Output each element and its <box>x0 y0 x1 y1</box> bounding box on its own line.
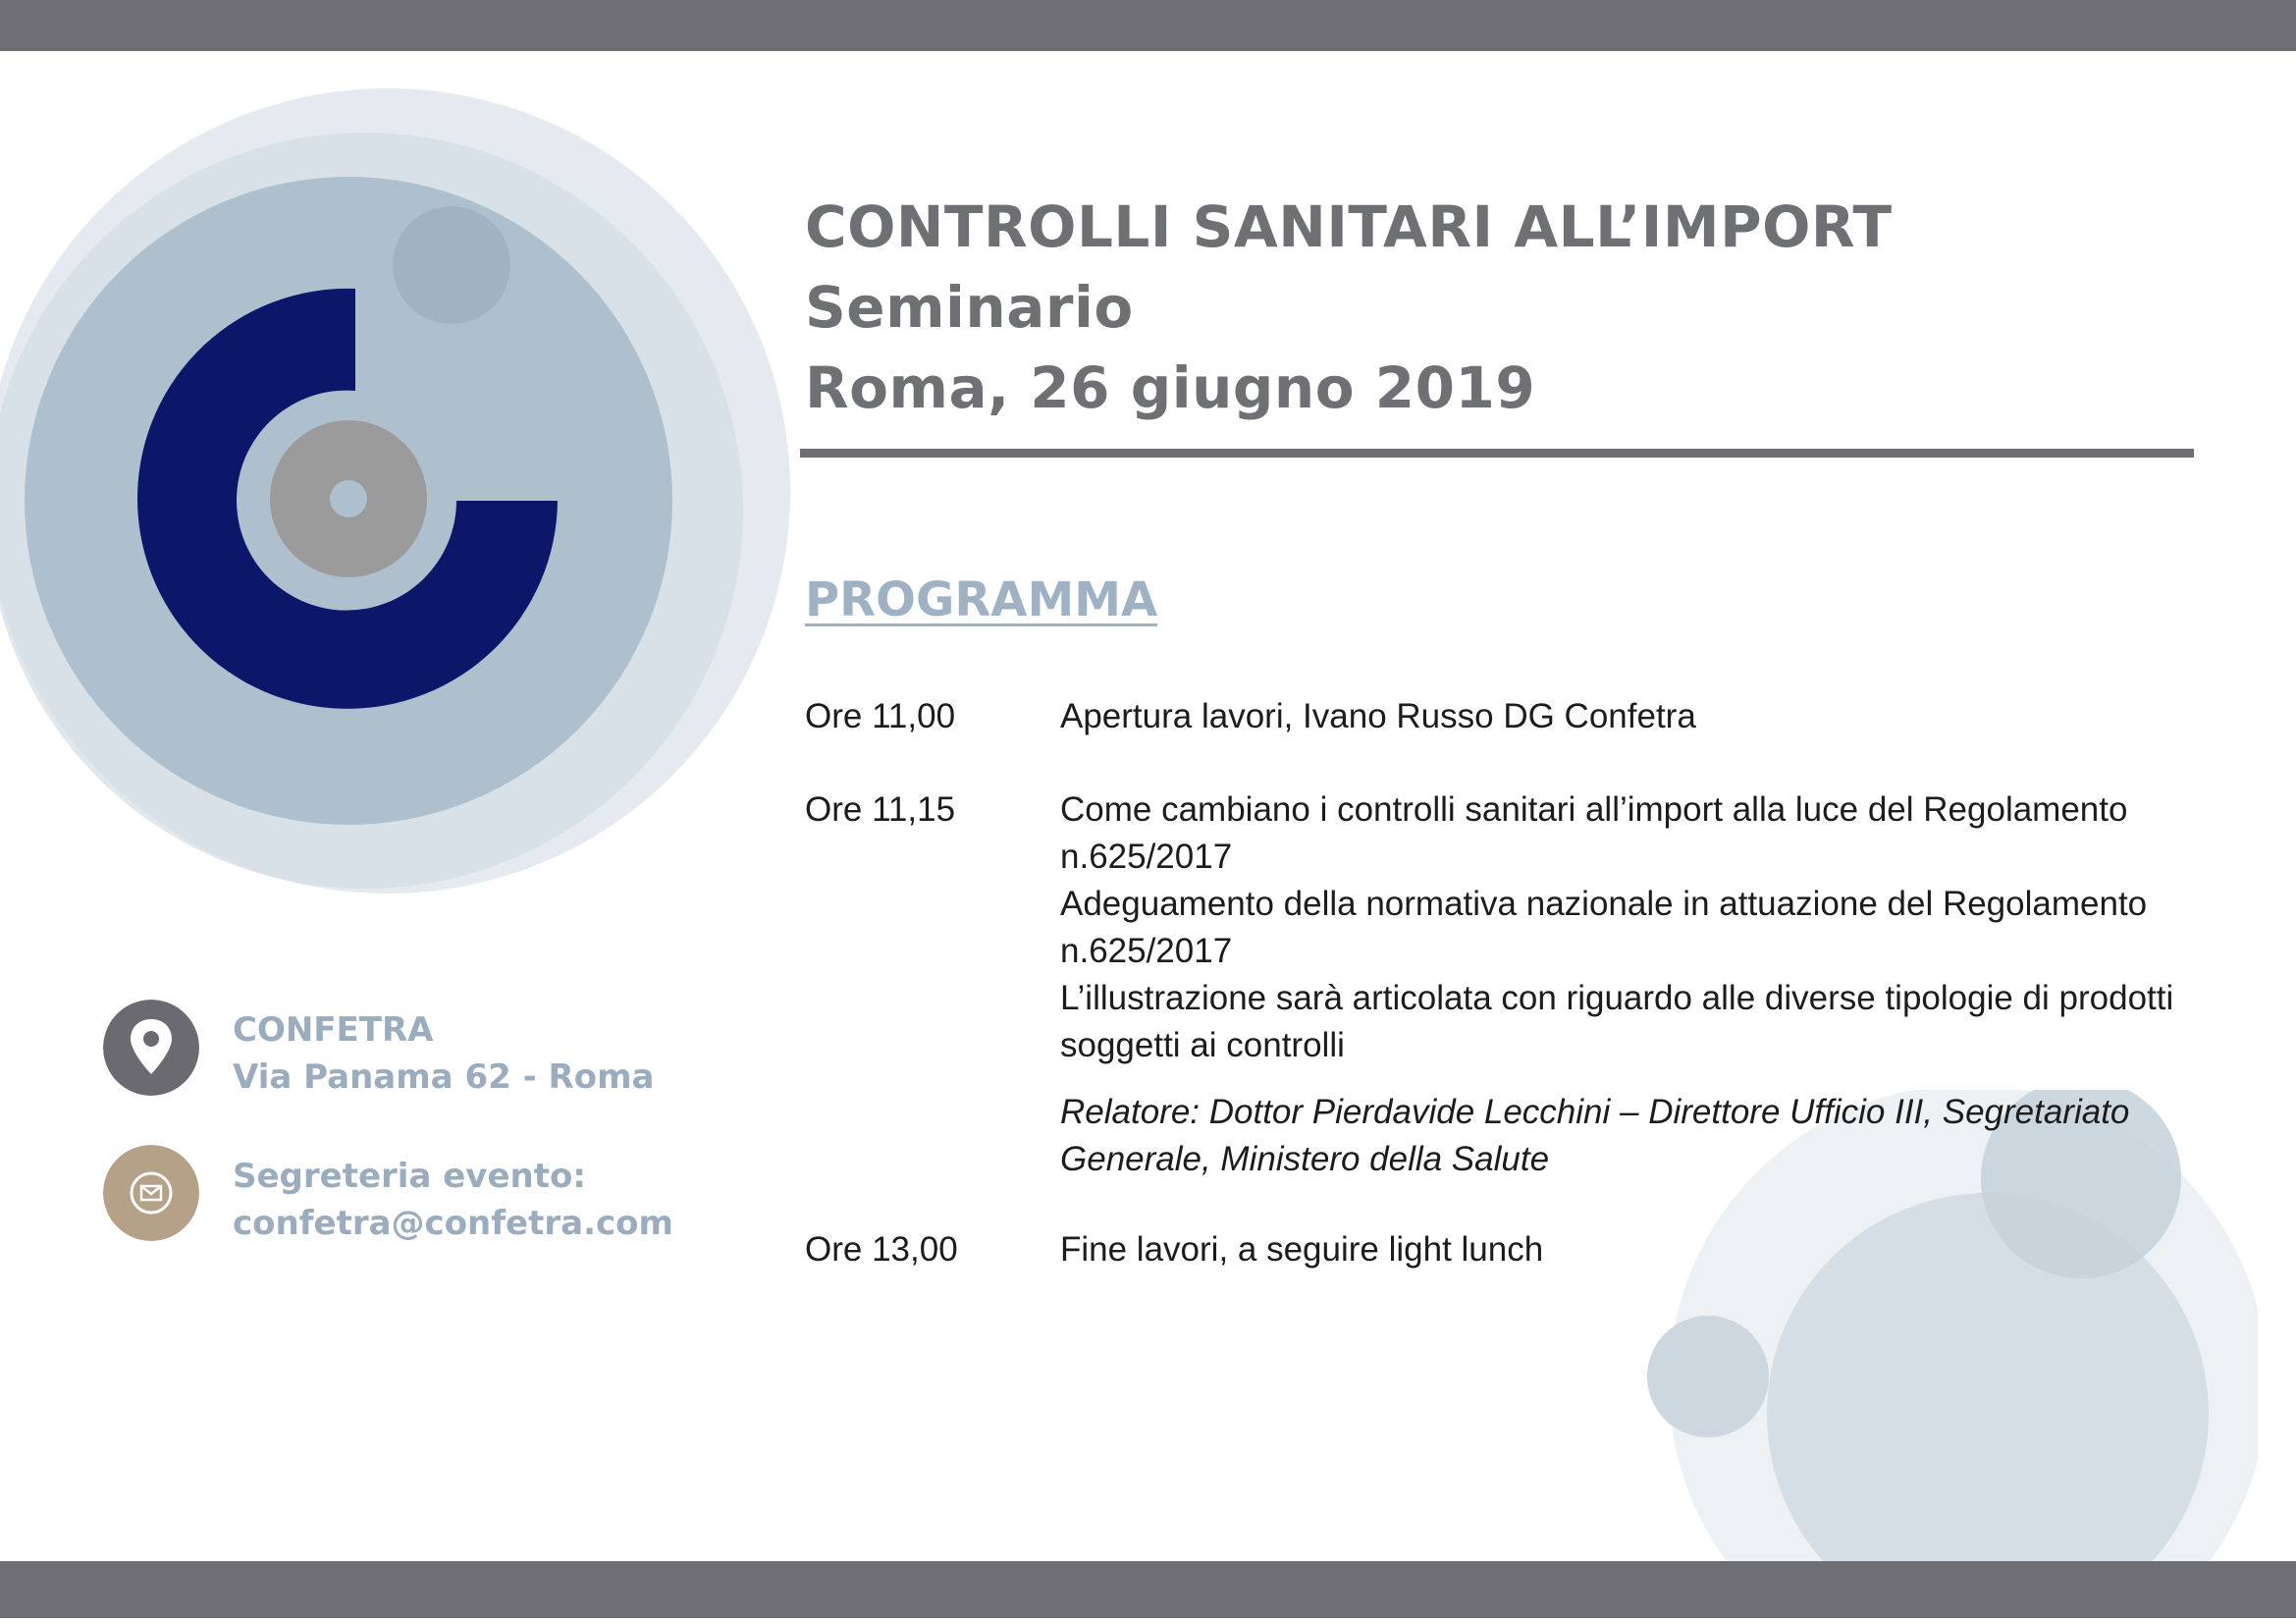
programma-heading: PROGRAMMA <box>805 572 1158 627</box>
email-address[interactable]: confetra@confetra.com <box>233 1204 673 1243</box>
organization-name: CONFETRA <box>233 1010 434 1050</box>
program-description <box>1060 693 2199 740</box>
program-description <box>1060 786 2199 1183</box>
top-bar <box>0 0 2296 51</box>
program-speaker: Relatore: Dottor Pierdavide Lecchini – Direttore Ufficio III, Segretariato Generale, Ministero della Salute <box>1060 1093 2130 1178</box>
confetra-logo-graphic <box>0 79 805 923</box>
envelope-icon <box>103 1145 199 1241</box>
program-time: Ore 11,00 <box>805 697 956 735</box>
program-description <box>1060 1226 2199 1273</box>
event-title-block <box>805 187 1893 428</box>
location-pin-icon <box>103 1000 199 1096</box>
event-place-date: Roma, 26 giugno 2019 <box>805 354 1536 421</box>
event-subtitle: Seminario <box>805 274 1134 341</box>
email-text <box>233 1153 673 1247</box>
program-line: Apertura lavori, Ivano Russo DG Confetra <box>1060 697 1696 735</box>
program-line: Adeguamento della normativa nazionale in attuazione del Regolamento n.625/2017 <box>1060 885 2148 970</box>
bottom-bar <box>0 1561 2296 1618</box>
program-line: Fine lavori, a seguire light lunch <box>1060 1230 1544 1269</box>
program-line: L’illustrazione sarà articolata con riguardo alle diverse tipologie di prodotti soggetti ai controlli <box>1060 979 2174 1064</box>
secretariat-label: Segreteria evento: <box>233 1157 586 1196</box>
location-text <box>233 1006 654 1101</box>
venue-address: Via Panama 62 - Roma <box>233 1057 655 1097</box>
title-divider <box>800 449 2194 458</box>
program-time: Ore 11,15 <box>805 790 956 829</box>
logo-small-circle <box>393 206 510 324</box>
logo-center-dot <box>330 480 367 517</box>
program-line: Come cambiano i controlli sanitari all’import alla luce del Regolamento n.625/2017 <box>1060 790 2128 876</box>
deco-left-circle <box>1647 1316 1769 1437</box>
event-title: CONTROLLI SANITARI ALL’IMPORT <box>805 193 1893 260</box>
program-time: Ore 13,00 <box>805 1230 958 1269</box>
